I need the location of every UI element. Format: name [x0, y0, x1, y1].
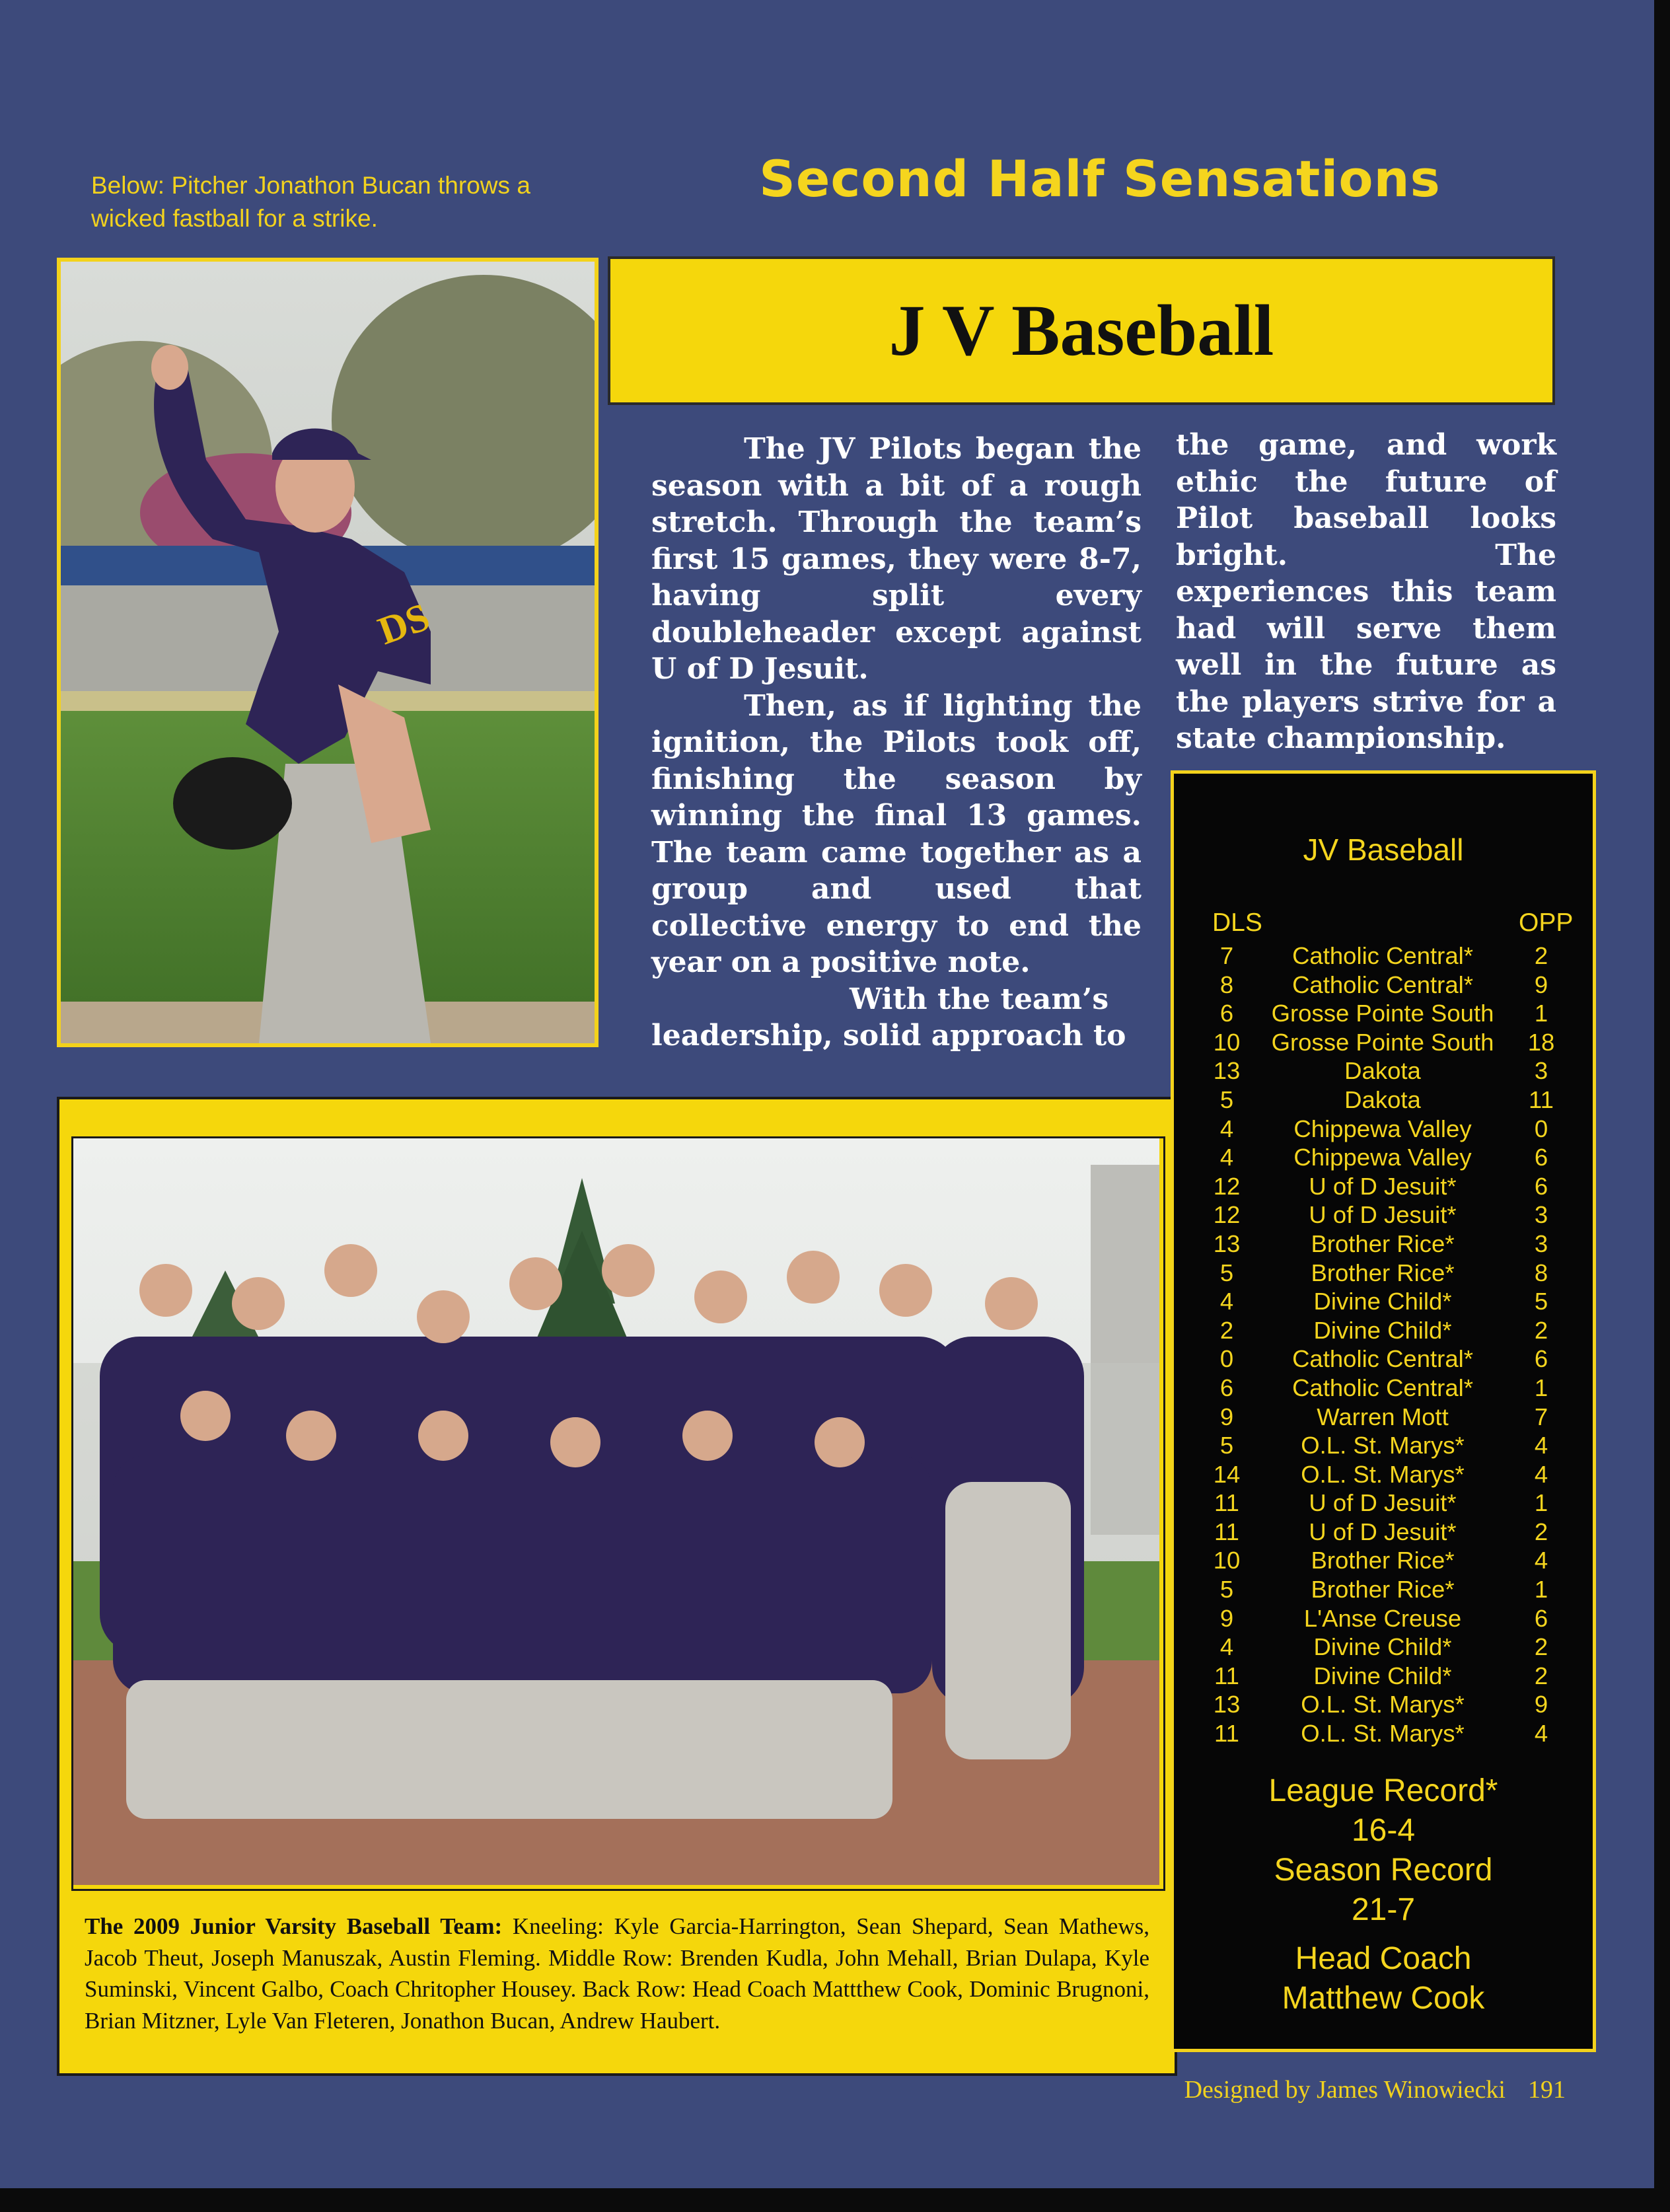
game-row [1174, 1230, 1593, 1259]
opponent-name: Brother Rice* [1311, 1259, 1455, 1286]
opp-score: 2 [1534, 942, 1548, 969]
game-row [1174, 1633, 1593, 1662]
dls-score: 7 [1219, 942, 1234, 969]
game-row [1174, 1200, 1593, 1230]
game-row [1174, 1690, 1593, 1719]
opp-score: 2 [1534, 1316, 1548, 1344]
dls-score: 14 [1213, 1460, 1241, 1488]
opp-score: 4 [1534, 1720, 1548, 1748]
game-row [1174, 1028, 1593, 1057]
game-row [1174, 1489, 1593, 1518]
game-row [1174, 1143, 1593, 1172]
game-row [1174, 1662, 1593, 1691]
game-row [1174, 1431, 1593, 1460]
game-row [1174, 999, 1593, 1028]
team-photo-caption [85, 1911, 1149, 2036]
opp-score: 1 [1534, 1576, 1548, 1604]
team-caption-lead: The 2009 Junior Varsity Baseball Team: [85, 1913, 503, 1939]
dls-score: 2 [1219, 1316, 1234, 1344]
article-paragraph: the game, and work ethic the future of Pilot baseball looks bright. The experiences this team had will serve them well in the future as the players strive for a state championship. [1176, 428, 1556, 755]
opp-score: 6 [1534, 1144, 1548, 1171]
opp-score: 3 [1534, 1201, 1548, 1229]
opponent-name: Catholic Central* [1292, 1345, 1473, 1373]
opponent-name: Divine Child* [1313, 1633, 1452, 1661]
opp-score: 2 [1534, 1518, 1548, 1545]
opponent-name: O.L. St. Marys* [1301, 1720, 1465, 1748]
opp-score: 4 [1534, 1460, 1548, 1488]
dls-score: 0 [1219, 1345, 1234, 1373]
opp-score: 3 [1534, 1230, 1548, 1257]
opponent-name: Grosse Pointe South [1271, 1000, 1494, 1027]
opponent-name: Brother Rice* [1311, 1576, 1455, 1604]
season-records [1174, 1771, 1593, 2018]
page-footer [1123, 2075, 1566, 2104]
dls-score: 5 [1219, 1432, 1234, 1459]
opponent-name: Catholic Central* [1292, 1374, 1473, 1401]
opp-score: 1 [1534, 1489, 1548, 1517]
dls-score: 5 [1219, 1576, 1234, 1604]
dls-score: 12 [1213, 1201, 1241, 1229]
season-record-value: 21-7 [1351, 1892, 1416, 1927]
dls-score: 5 [1219, 1259, 1234, 1286]
designer-credit: Designed by James Winowiecki [1184, 2076, 1506, 2104]
dls-score: 4 [1219, 1144, 1234, 1171]
dls-score: 13 [1213, 1691, 1241, 1718]
page-title: J V Baseball [889, 290, 1274, 371]
game-row [1174, 1460, 1593, 1489]
opp-score: 2 [1534, 1662, 1548, 1689]
game-row [1174, 1546, 1593, 1575]
article-paragraph: Then, as if lighting the ignition, the Pilots took off, finishing the season by winning the final 13 games. The team came together as a group and used that collective energy to end the year on a positive note. [651, 688, 1142, 979]
opp-score: 9 [1534, 971, 1548, 998]
dls-score: 4 [1219, 1633, 1234, 1661]
opp-score: 7 [1534, 1403, 1548, 1430]
dls-column-header: DLS [1212, 908, 1262, 937]
game-results-list [1174, 941, 1593, 1748]
opp-score: 6 [1534, 1345, 1548, 1373]
opp-score: 11 [1529, 1086, 1554, 1113]
opp-score: 1 [1534, 1374, 1548, 1401]
dls-score: 6 [1219, 1374, 1234, 1401]
dls-score: 9 [1219, 1403, 1234, 1430]
league-record-value: 16-4 [1351, 1813, 1416, 1848]
game-row [1174, 1316, 1593, 1345]
opp-score: 1 [1534, 1000, 1548, 1027]
opponent-name: Warren Mott [1317, 1403, 1449, 1430]
scoreboard-title: JV Baseball [1303, 832, 1464, 867]
opponent-name: O.L. St. Marys* [1301, 1432, 1465, 1459]
league-record-label: League Record* [1268, 1773, 1498, 1808]
title-banner [608, 256, 1555, 405]
opponent-name: Divine Child* [1313, 1316, 1452, 1344]
game-row [1174, 1056, 1593, 1086]
section-title: Second Half Sensations [759, 149, 1441, 208]
game-row [1174, 1575, 1593, 1604]
dls-score: 10 [1213, 1028, 1241, 1056]
opponent-name: Brother Rice* [1311, 1547, 1455, 1574]
opponent-name: Divine Child* [1313, 1288, 1452, 1315]
opponent-name: Catholic Central* [1292, 942, 1473, 969]
dls-score: 13 [1213, 1057, 1241, 1085]
team-photo [71, 1136, 1165, 1891]
opponent-name: U of D Jesuit* [1309, 1172, 1457, 1200]
game-row [1174, 1287, 1593, 1316]
game-row [1174, 1172, 1593, 1201]
dls-score: 11 [1214, 1489, 1239, 1517]
game-row [1174, 1259, 1593, 1288]
article-column-2 [1176, 427, 1556, 757]
dls-score: 4 [1219, 1115, 1234, 1142]
opp-score: 3 [1534, 1057, 1548, 1085]
opponent-name: Chippewa Valley [1293, 1115, 1472, 1142]
opp-score: 9 [1534, 1691, 1548, 1718]
svg-text:DS: DS [372, 594, 435, 653]
dls-score: 11 [1214, 1662, 1239, 1689]
game-row [1174, 1403, 1593, 1432]
opp-score: 6 [1534, 1172, 1548, 1200]
game-row [1174, 1086, 1593, 1115]
team-photo-frame [57, 1097, 1177, 2076]
opp-score: 0 [1534, 1115, 1548, 1142]
article-paragraph: With the team’s leadership, solid approach to [651, 982, 1126, 1052]
head-coach-name: Matthew Cook [1282, 1981, 1485, 2016]
opponent-name: Grosse Pointe South [1271, 1028, 1494, 1056]
opp-score: 18 [1527, 1028, 1555, 1056]
dls-score: 5 [1219, 1086, 1234, 1113]
game-row [1174, 1604, 1593, 1633]
opp-score: 2 [1534, 1633, 1548, 1661]
game-row [1174, 1374, 1593, 1403]
dls-score: 9 [1219, 1604, 1234, 1632]
opponent-name: L'Anse Creuse [1303, 1604, 1462, 1632]
opponent-name: Chippewa Valley [1293, 1144, 1472, 1171]
game-row [1174, 1518, 1593, 1547]
opp-score: 6 [1534, 1604, 1548, 1632]
opponent-name: U of D Jesuit* [1309, 1518, 1457, 1545]
opponent-name: O.L. St. Marys* [1301, 1691, 1465, 1718]
game-row [1174, 971, 1593, 1000]
opponent-name: U of D Jesuit* [1309, 1489, 1457, 1517]
dls-score: 11 [1214, 1518, 1239, 1545]
opponent-name: Divine Child* [1313, 1662, 1452, 1689]
pitcher-photo [57, 258, 599, 1047]
opponent-name: O.L. St. Marys* [1301, 1460, 1465, 1488]
opp-score: 5 [1534, 1288, 1548, 1315]
dls-score: 12 [1213, 1172, 1241, 1200]
dls-score: 6 [1219, 1000, 1234, 1027]
dls-score: 13 [1213, 1230, 1241, 1257]
opp-score: 4 [1534, 1432, 1548, 1459]
page-number: 191 [1528, 2076, 1566, 2104]
pitcher-photo-caption: Below: Pitcher Jonathon Bucan throws a wicked fastball for a strike. [91, 172, 530, 232]
dls-score: 10 [1213, 1547, 1241, 1574]
article-column-1 [651, 431, 1142, 1054]
dls-score: 11 [1214, 1720, 1239, 1748]
article-paragraph: The JV Pilots began the season with a bit of a rough stretch. Through the team’s first 15 games, they were 8-7, having split every doubleheader except against U of D Jesuit. [651, 432, 1142, 686]
game-row [1174, 1719, 1593, 1748]
team-caption-text: Kneeling: Kyle Garcia-Harrington, Sean Shepard, Sean Mathews, Jacob Theut, Joseph Manuszak, Austin Fleming. Middle Row: Brenden Kudla, John Mehall, Brian Dulapa, Kyle Suminski, Vincent Galbo, Coach Chritopher Housey. Back Row: Head Coach Mattthew Cook, Dominic Brugnoni, Brian Mitzner, Lyle Van Fleteren, Jonathon Bucan, Andrew Haubert. [85, 1913, 1149, 2034]
opponent-name: Brother Rice* [1311, 1230, 1455, 1257]
game-row [1174, 941, 1593, 971]
game-row [1174, 1345, 1593, 1374]
head-coach-label: Head Coach [1295, 1941, 1472, 1976]
season-record-label: Season Record [1274, 1853, 1493, 1888]
dls-score: 4 [1219, 1288, 1234, 1315]
game-row [1174, 1115, 1593, 1144]
opp-score: 8 [1534, 1259, 1548, 1286]
scoreboard [1171, 770, 1596, 2052]
opponent-name: U of D Jesuit* [1309, 1201, 1457, 1229]
opp-column-header: OPP [1519, 908, 1574, 937]
opp-score: 4 [1534, 1547, 1548, 1574]
dls-score: 8 [1219, 971, 1234, 998]
opponent-name: Dakota [1344, 1057, 1421, 1085]
opponent-name: Catholic Central* [1292, 971, 1473, 998]
opponent-name: Dakota [1344, 1086, 1421, 1113]
